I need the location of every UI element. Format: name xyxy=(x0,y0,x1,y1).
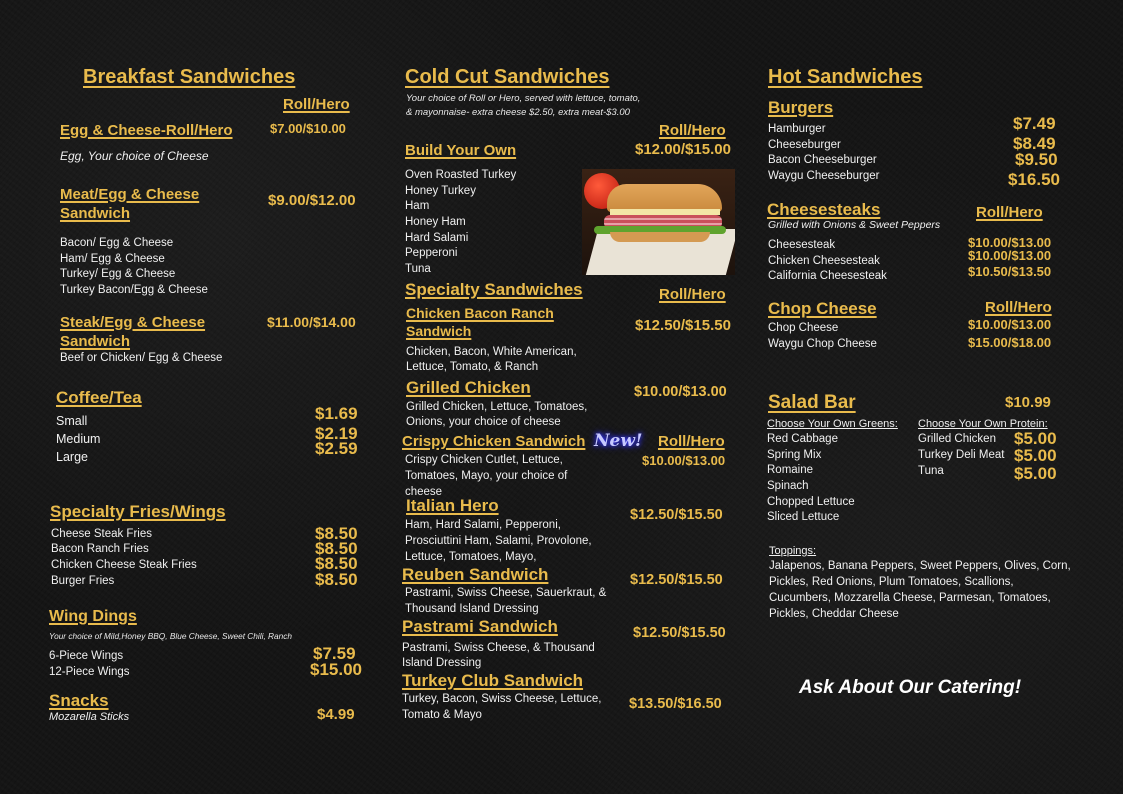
roll-hero-header: Roll/Hero xyxy=(658,433,725,450)
item-price: $8.50 xyxy=(315,539,358,558)
sandwich-photo xyxy=(582,169,735,275)
meat-option: Pepperoni xyxy=(405,247,458,259)
meat-option: Tuna xyxy=(405,263,431,275)
item-desc: Onions, your choice of cheese xyxy=(406,416,561,428)
roll-hero-header: Roll/Hero xyxy=(659,122,726,139)
item-name: Build Your Own xyxy=(405,142,517,159)
item-desc: Island Dressing xyxy=(402,657,482,669)
item-desc: Tomato & Mayo xyxy=(402,709,482,721)
item-price: $7.49 xyxy=(1013,114,1056,133)
protein-option: Grilled Chicken xyxy=(918,433,996,445)
item-name: Italian Hero xyxy=(406,496,499,515)
item-name: Bacon Cheeseburger xyxy=(768,154,877,166)
item-desc: Prosciuttini Ham, Salami, Provolone, xyxy=(405,535,592,547)
breakfast-title: Breakfast Sandwiches xyxy=(83,66,296,88)
item-name: Bacon Ranch Fries xyxy=(51,543,149,555)
meat-option: Oven Roasted Turkey xyxy=(405,169,517,181)
item-desc: Pastrami, Swiss Cheese, & Thousand xyxy=(402,642,595,654)
item-name: Cheese Steak Fries xyxy=(51,528,152,540)
item-name: Large xyxy=(56,450,88,464)
green-option: Romaine xyxy=(767,464,814,476)
item-name: Waygu Chop Cheese xyxy=(768,338,877,350)
item-name: Waygu Cheeseburger xyxy=(768,170,880,182)
wings-title: Wing Dings xyxy=(49,608,137,625)
item-desc: Turkey, Bacon, Swiss Cheese, Lettuce, xyxy=(402,693,602,705)
burgers-title: Burgers xyxy=(768,98,834,117)
item-desc: Pastrami, Swiss Cheese, Sauerkraut, & xyxy=(405,587,607,599)
item-name: Pastrami Sandwich xyxy=(402,617,558,636)
green-option: Spinach xyxy=(767,480,809,492)
new-badge: New! xyxy=(594,431,643,451)
specialty-title: Specialty Sandwiches xyxy=(405,280,583,299)
protein-price: $5.00 xyxy=(1014,429,1057,448)
catering-callout: Ask About Our Catering! xyxy=(799,677,1022,698)
toppings-line: Pickles, Red Onions, Plum Tomatoes, Scallions, xyxy=(769,576,1014,588)
item-price: $15.00 xyxy=(310,660,362,679)
item-price: $8.50 xyxy=(315,570,358,589)
item-name: Burger Fries xyxy=(51,575,115,587)
item-desc: Crispy Chicken Cutlet, Lettuce, xyxy=(405,454,563,466)
item-price: $9.50 xyxy=(1015,150,1058,169)
item-name: Small xyxy=(56,414,88,428)
item-desc: Thousand Island Dressing xyxy=(405,603,539,615)
green-option: Spring Mix xyxy=(767,449,822,461)
option: Turkey Bacon/Egg & Cheese xyxy=(60,284,208,296)
item-price: $12.50/$15.50 xyxy=(633,625,726,641)
item-desc: Beef or Chicken/ Egg & Cheese xyxy=(60,352,223,364)
roll-hero-header: Roll/Hero xyxy=(976,204,1043,221)
greens-label: Choose Your Own Greens: xyxy=(767,418,898,430)
item-price: $10.00/$13.00 xyxy=(642,453,726,468)
coldcut-title: Cold Cut Sandwiches xyxy=(405,66,610,88)
item-name: Chop Cheese xyxy=(768,322,839,334)
item-price: $12.50/$15.50 xyxy=(630,507,723,523)
item-name: Cheesesteak xyxy=(768,239,836,251)
item-price: $13.50/$16.50 xyxy=(629,696,722,712)
item-price: $10.00/$13.00 xyxy=(968,248,1052,263)
option: Ham/ Egg & Cheese xyxy=(60,253,165,265)
item-name: Sandwich xyxy=(60,205,131,222)
cheesesteaks-title: Cheesesteaks xyxy=(767,200,881,219)
item-name: Egg & Cheese-Roll/Hero xyxy=(60,122,233,139)
toppings-label: Toppings: xyxy=(769,545,817,557)
meat-option: Honey Ham xyxy=(405,216,466,228)
item-price: $9.00/$12.00 xyxy=(268,192,356,209)
item-desc: Egg, Your choice of Cheese xyxy=(60,149,209,163)
item-name: 12-Piece Wings xyxy=(49,666,130,678)
protein-label: Choose Your Own Protein: xyxy=(918,418,1048,430)
item-name: Reuben Sandwich xyxy=(402,565,549,584)
coffee-title: Coffee/Tea xyxy=(56,388,142,407)
item-desc: Chicken, Bacon, White American, xyxy=(406,346,577,358)
roll-hero-header: Roll/Hero xyxy=(659,286,726,303)
item-name: Chicken Bacon Ranch xyxy=(406,305,554,321)
item-price: $1.69 xyxy=(315,404,358,423)
item-desc: Lettuce, Tomatoes, Mayo, xyxy=(405,551,537,563)
item-name: Hamburger xyxy=(768,123,826,135)
item-desc: Ham, Hard Salami, Pepperoni, xyxy=(405,519,561,531)
item-price: $7.59 xyxy=(313,644,356,663)
item-price: $12.00/$15.00 xyxy=(635,141,731,158)
item-desc: Tomatoes, Mayo, your choice of xyxy=(405,470,568,482)
green-option: Chopped Lettuce xyxy=(767,496,855,508)
toppings-line: Jalapenos, Banana Peppers, Sweet Peppers, Olives, Corn, xyxy=(769,560,1071,572)
item-name: Mozarella Sticks xyxy=(49,711,130,723)
item-name: Medium xyxy=(56,432,101,446)
protein-price: $5.00 xyxy=(1014,464,1057,483)
item-price: $8.49 xyxy=(1013,134,1056,153)
toppings-line: Pickles, Cheddar Cheese xyxy=(769,608,899,620)
protein-price: $5.00 xyxy=(1014,446,1057,465)
item-price: $10.00/$13.00 xyxy=(634,384,727,400)
item-name: Cheeseburger xyxy=(768,139,841,151)
item-price: $2.19 xyxy=(315,424,358,443)
item-name: Crispy Chicken Sandwich xyxy=(402,433,586,450)
item-desc: Grilled Chicken, Lettuce, Tomatoes, xyxy=(406,401,588,413)
item-name: Chicken Cheese Steak Fries xyxy=(51,559,197,571)
salad-price: $10.99 xyxy=(1005,394,1051,411)
meat-option: Hard Salami xyxy=(405,232,469,244)
item-price: $7.00/$10.00 xyxy=(270,121,346,136)
item-name: Meat/Egg & Cheese xyxy=(60,186,200,203)
item-name: Turkey Club Sandwich xyxy=(402,671,584,690)
item-name: Sandwich xyxy=(406,323,472,339)
option: Turkey/ Egg & Cheese xyxy=(60,268,176,280)
coldcut-note: & mayonnaise- extra cheese $2.50, extra meat-$3.00 xyxy=(406,107,630,118)
meat-option: Ham xyxy=(405,200,430,212)
item-name: California Cheesesteak xyxy=(768,270,887,282)
chop-title: Chop Cheese xyxy=(768,299,877,318)
item-name: Steak/Egg & Cheese xyxy=(60,314,206,331)
item-desc: Lettuce, Tomato, & Ranch xyxy=(406,361,539,373)
protein-option: Tuna xyxy=(918,465,944,477)
item-desc: cheese xyxy=(405,486,443,498)
item-price: $12.50/$15.50 xyxy=(630,572,723,588)
toppings-line: Cucumbers, Mozzarella Cheese, Parmesan, Tomatoes, xyxy=(769,592,1051,604)
wings-note: Your choice of Mild,Honey BBQ, Blue Cheese, Sweet Chili, Ranch xyxy=(49,631,293,641)
option: Bacon/ Egg & Cheese xyxy=(60,237,174,249)
item-price: $8.50 xyxy=(315,524,358,543)
roll-hero-header: Roll/Hero xyxy=(985,299,1052,316)
snacks-title: Snacks xyxy=(49,691,109,710)
coldcut-note: Your choice of Roll or Hero, served with lettuce, tomato, xyxy=(406,93,641,104)
item-price: $12.50/$15.50 xyxy=(635,317,731,334)
item-price: $10.50/$13.50 xyxy=(968,264,1052,279)
protein-option: Turkey Deli Meat xyxy=(918,449,1005,461)
green-option: Sliced Lettuce xyxy=(767,511,840,523)
item-price: $11.00/$14.00 xyxy=(267,314,356,330)
item-price: $16.50 xyxy=(1008,170,1060,189)
green-option: Red Cabbage xyxy=(767,433,838,445)
item-name: Chicken Cheesesteak xyxy=(768,255,880,267)
roll-hero-header: Roll/Hero xyxy=(283,96,350,113)
hot-title: Hot Sandwiches xyxy=(768,66,923,88)
item-price: $4.99 xyxy=(317,706,355,723)
item-name: Grilled Chicken xyxy=(406,378,531,397)
item-price: $8.50 xyxy=(315,554,358,573)
item-name: 6-Piece Wings xyxy=(49,650,124,662)
cheesesteaks-note: Grilled with Onions & Sweet Peppers xyxy=(768,219,941,231)
item-price: $10.00/$13.00 xyxy=(968,235,1052,250)
item-price: $15.00/$18.00 xyxy=(968,335,1052,350)
item-name: Sandwich xyxy=(60,333,131,350)
item-price: $10.00/$13.00 xyxy=(968,317,1052,332)
salad-title: Salad Bar xyxy=(768,392,856,413)
meat-option: Honey Turkey xyxy=(405,185,476,197)
fries-title: Specialty Fries/Wings xyxy=(50,502,226,521)
item-price: $2.59 xyxy=(315,439,358,458)
